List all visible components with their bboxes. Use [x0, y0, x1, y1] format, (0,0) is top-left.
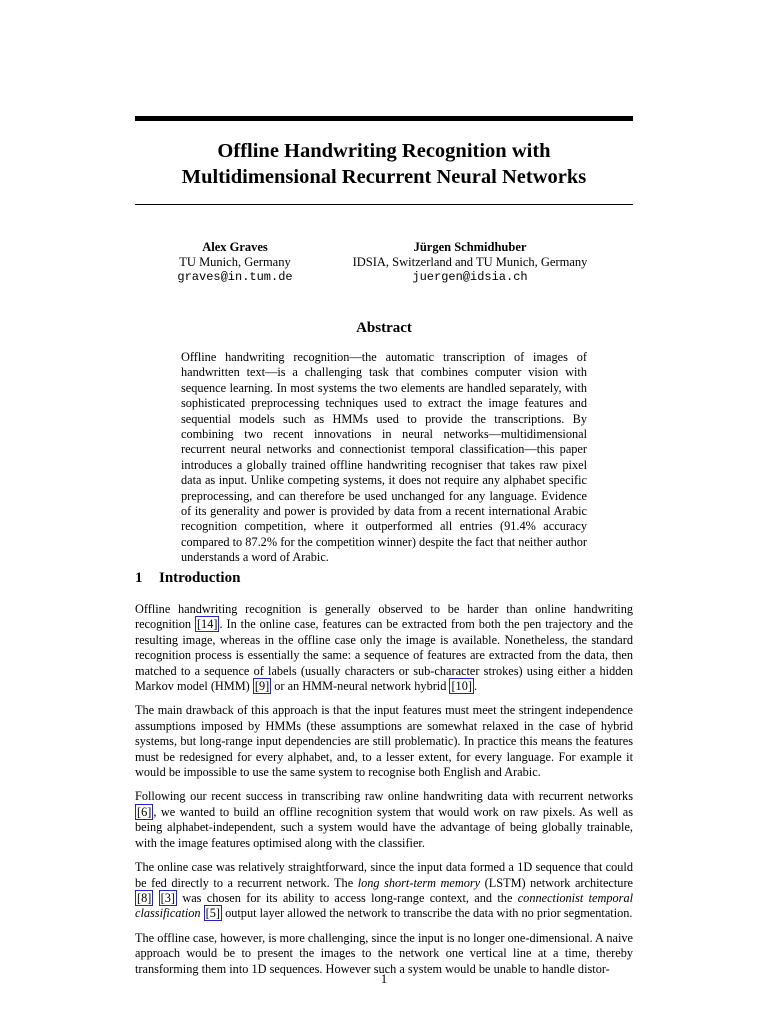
page-number: 1 [380, 972, 388, 986]
text-run: output layer allowed the network to transcribe the data with no prior segmentation. [222, 906, 633, 921]
paragraph-2: The main drawback of this approach is that the input features must meet the stringent independence assumptions imposed by HMMs (these assumptions are somewhat relaxed in the case of hybrid systems, but long-range input dependencies are still problematic). In practice this means the features must be redesigned for every alphabet, and, to a lesser extent, for every language. For example it would be impossible to use the same system to recognise both English and Arabic. [135, 703, 633, 780]
paper-title [135, 138, 633, 190]
abstract-heading: Abstract [356, 320, 412, 336]
title-line-2: Multidimensional Recurrent Neural Networks [181, 166, 587, 188]
author-block-1 [160, 240, 310, 285]
author-block-2 [338, 240, 602, 285]
paragraph-1 [135, 602, 633, 694]
author-name: Alex Graves [202, 240, 268, 254]
citation-link[interactable]: [9] [254, 679, 270, 694]
paragraph-4 [135, 860, 633, 922]
section-heading [135, 570, 240, 587]
author-email[interactable]: juergen@idsia.ch [412, 270, 528, 284]
text-run: Offline handwriting recognition is generally observed to be harder than online handwriting recognition [135, 602, 633, 632]
text-run: . In the online case, features can be extracted from both the pen trajectory and the resulting image, whereas in the offline case only the image is available. Nonetheless, the standard recognition process is essentially the same: a sequence of features are extracted from the data, then matched to a sequence of labels (usually characters or sub-character strokes) using either a hidden Markov model (HMM) [135, 617, 634, 694]
citation-link[interactable]: [10] [451, 679, 472, 694]
text-run: or an HMM-neural network hybrid [271, 679, 450, 694]
section-number: 1 [135, 570, 143, 586]
citation-link[interactable]: [8] [137, 890, 152, 905]
author-email[interactable]: graves@in.tum.de [177, 270, 293, 284]
title-bottom-rule [135, 204, 633, 205]
paragraph-3 [135, 789, 633, 851]
author-affiliation: TU Munich, Germany [179, 255, 291, 269]
text-run: was chosen for its ability to access long-range context, and the [177, 890, 518, 905]
title-line-1: Offline Handwriting Recognition with [217, 140, 551, 162]
abstract-text: Offline handwriting recognition—the automatic transcription of images of handwritten text—is a challenging task that combines computer vision with sequence learning. In most systems the two elements are handled separately, with sophisticated preprocessing techniques used to extract the image features and sequential models such as HMMs used to provide the transcriptions. By combining two recent innovations in neural networks—multidimensional recurrent neural networks and connectionist temporal classification—this paper introduces a globally trained offline handwriting recogniser that takes raw pixel data as input. Unlike competing systems, it does not require any alphabet specific preprocessing, and can therefore be used unchanged for any language. Evidence of its generality and power is provided by data from a recent international Arabic recognition competition, where it outperformed all entries (91.4% accuracy compared to 87.2% for the competition winner) despite the fact that neither author understands a word of Arabic. [181, 350, 587, 565]
citation-link[interactable]: [14] [196, 617, 218, 632]
citation-link[interactable]: [3] [160, 890, 176, 905]
text-run: The online case was relatively straightforward, since the input data formed a 1D sequence that could be fed directly to a recurrent network. The [135, 860, 633, 890]
paragraph-5: The offline case, however, is more challenging, since the input is no longer one-dimensional. A naive approach would be to present the images to the network one vertical line at a time, thereby transforming them into 1D sequences. However such a system would be unable to handle distor- [135, 930, 633, 976]
text-run [153, 891, 158, 905]
text-run: . [473, 679, 478, 694]
emphasis-text: long short-term memory [357, 875, 481, 890]
title-top-rule [135, 116, 633, 121]
text-run: (LSTM) network architecture [480, 875, 633, 890]
author-affiliation: IDSIA, Switzerland and TU Munich, Germany [352, 255, 588, 269]
author-name: Jürgen Schmidhuber [413, 240, 527, 254]
emphasis-text: connectionist temporal classification [135, 890, 634, 921]
citation-link[interactable]: [6] [137, 804, 152, 819]
section-title: Introduction [159, 570, 241, 586]
citation-link[interactable]: [5] [205, 906, 221, 921]
body-text [135, 602, 633, 986]
text-run: , we wanted to build an offline recognition system that would work on raw pixels. As well as being alphabet-independent, such a system would have the advantage of being globally trainable, with the image features optimised along with the classifier. [135, 804, 633, 850]
text-run: Following our recent success in transcribing raw online handwriting data with recurrent networks [135, 789, 633, 804]
